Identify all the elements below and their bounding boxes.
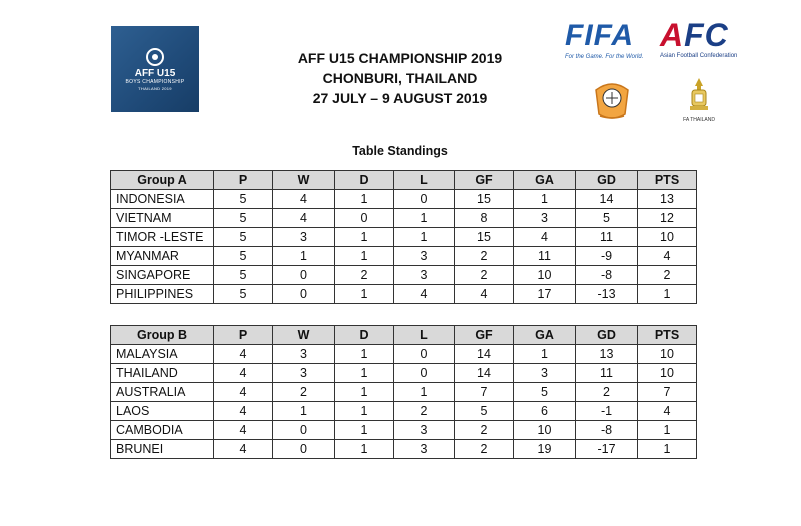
stat-cell: 1 — [273, 402, 335, 421]
column-header: D — [335, 326, 394, 345]
stat-cell: -9 — [576, 247, 638, 266]
stat-cell: 2 — [455, 440, 514, 459]
stat-cell: 0 — [335, 209, 394, 228]
stat-cell: 1 — [514, 345, 576, 364]
logo-line-2: BOYS CHAMPIONSHIP — [125, 79, 185, 85]
stat-cell: 3 — [514, 364, 576, 383]
stat-cell: 1 — [335, 421, 394, 440]
table-row — [111, 402, 697, 421]
stat-cell: 4 — [214, 383, 273, 402]
team-cell: MALAYSIA — [111, 345, 214, 364]
stat-cell: 1 — [394, 209, 455, 228]
stat-cell: 1 — [335, 247, 394, 266]
stat-cell: 3 — [273, 364, 335, 383]
team-cell: PHILIPPINES — [111, 285, 214, 304]
stat-cell: 4 — [514, 228, 576, 247]
group-b-table — [110, 325, 697, 459]
column-header: GD — [576, 326, 638, 345]
stat-cell: 10 — [638, 345, 697, 364]
stat-cell: 6 — [514, 402, 576, 421]
stat-cell: 0 — [394, 190, 455, 209]
stat-cell: 4 — [638, 402, 697, 421]
afc-tagline: Asian Football Confederation — [660, 53, 738, 59]
stat-cell: 7 — [455, 383, 514, 402]
column-header: P — [214, 326, 273, 345]
stat-cell: 11 — [514, 247, 576, 266]
column-header: PTS — [638, 326, 697, 345]
stat-cell: 10 — [514, 421, 576, 440]
table-row — [111, 440, 697, 459]
group-a-table — [110, 170, 697, 304]
stat-cell: 0 — [394, 345, 455, 364]
stat-cell: 1 — [638, 421, 697, 440]
stat-cell: 5 — [514, 383, 576, 402]
stat-cell: 12 — [638, 209, 697, 228]
stat-cell: 1 — [335, 364, 394, 383]
stat-cell: 1 — [335, 228, 394, 247]
championship-dates: 27 JULY – 9 AUGUST 2019 — [312, 90, 488, 106]
stat-cell: 5 — [576, 209, 638, 228]
table-row — [111, 209, 697, 228]
table-row — [111, 345, 697, 364]
group-name-header: Group B — [111, 326, 214, 345]
table-header-row — [111, 171, 697, 190]
column-header: L — [394, 326, 455, 345]
stat-cell: 14 — [455, 345, 514, 364]
stat-cell: 2 — [638, 266, 697, 285]
column-header: W — [273, 171, 335, 190]
stat-cell: 4 — [394, 285, 455, 304]
document-header — [260, 48, 540, 108]
stat-cell: 11 — [576, 228, 638, 247]
stat-cell: 10 — [638, 228, 697, 247]
column-header: GF — [455, 171, 514, 190]
column-header: GD — [576, 171, 638, 190]
team-cell: BRUNEI — [111, 440, 214, 459]
stat-cell: 5 — [214, 209, 273, 228]
stat-cell: 13 — [638, 190, 697, 209]
stat-cell: 2 — [455, 247, 514, 266]
fa-thailand-crest-icon — [684, 76, 714, 116]
stat-cell: 1 — [335, 345, 394, 364]
team-cell: VIETNAM — [111, 209, 214, 228]
table-row — [111, 285, 697, 304]
stat-cell: 1 — [394, 228, 455, 247]
stat-cell: 0 — [273, 266, 335, 285]
aff-u15-logo — [111, 26, 199, 112]
table-row — [111, 190, 697, 209]
stat-cell: -17 — [576, 440, 638, 459]
fifa-tagline: For the Game. For the World. — [565, 54, 644, 60]
stat-cell: 2 — [455, 266, 514, 285]
stat-cell: 1 — [514, 190, 576, 209]
stat-cell: -13 — [576, 285, 638, 304]
logo-line-1: AFF U15 — [134, 68, 176, 79]
column-header: GA — [514, 326, 576, 345]
group-name-header: Group A — [111, 171, 214, 190]
stat-cell: 14 — [455, 364, 514, 383]
team-cell: MYANMAR — [111, 247, 214, 266]
table-row — [111, 266, 697, 285]
stat-cell: 1 — [335, 190, 394, 209]
table-header-row — [111, 326, 697, 345]
stat-cell: 11 — [576, 364, 638, 383]
stat-cell: 7 — [638, 383, 697, 402]
table-row — [111, 228, 697, 247]
column-header: PTS — [638, 171, 697, 190]
stat-cell: 5 — [214, 228, 273, 247]
stat-cell: 2 — [394, 402, 455, 421]
stat-cell: 4 — [455, 285, 514, 304]
stat-cell: 4 — [214, 364, 273, 383]
stat-cell: 5 — [214, 247, 273, 266]
stat-cell: 15 — [455, 228, 514, 247]
stat-cell: 3 — [273, 345, 335, 364]
stat-cell: 1 — [273, 247, 335, 266]
fifa-logo — [565, 20, 643, 60]
association-emblem-icon — [592, 76, 632, 122]
stat-cell: 4 — [214, 402, 273, 421]
stat-cell: 4 — [638, 247, 697, 266]
table-row — [111, 247, 697, 266]
stat-cell: 4 — [214, 345, 273, 364]
column-header: D — [335, 171, 394, 190]
stat-cell: 15 — [455, 190, 514, 209]
stat-cell: 4 — [273, 190, 335, 209]
team-cell: THAILAND — [111, 364, 214, 383]
stat-cell: 10 — [514, 266, 576, 285]
stat-cell: 1 — [638, 440, 697, 459]
team-cell: INDONESIA — [111, 190, 214, 209]
stat-cell: 1 — [335, 285, 394, 304]
stat-cell: 5 — [214, 266, 273, 285]
stat-cell: 1 — [638, 285, 697, 304]
team-cell: SINGAPORE — [111, 266, 214, 285]
stat-cell: 0 — [394, 364, 455, 383]
column-header: GA — [514, 171, 576, 190]
team-cell: TIMOR -LESTE — [111, 228, 214, 247]
stat-cell: 1 — [335, 440, 394, 459]
football-icon — [146, 48, 164, 66]
stat-cell: 1 — [335, 402, 394, 421]
stat-cell: 3 — [273, 228, 335, 247]
stat-cell: 3 — [394, 421, 455, 440]
column-header: GF — [455, 326, 514, 345]
stat-cell: 4 — [214, 421, 273, 440]
fifa-wordmark: FIFA — [565, 19, 634, 52]
table-row — [111, 421, 697, 440]
stat-cell: 0 — [273, 421, 335, 440]
stat-cell: 0 — [273, 440, 335, 459]
column-header: P — [214, 171, 273, 190]
stat-cell: 2 — [335, 266, 394, 285]
table-row — [111, 383, 697, 402]
stat-cell: 2 — [455, 421, 514, 440]
stat-cell: -8 — [576, 266, 638, 285]
stat-cell: 3 — [514, 209, 576, 228]
stat-cell: 3 — [394, 440, 455, 459]
stat-cell: 4 — [214, 440, 273, 459]
stat-cell: 2 — [273, 383, 335, 402]
afc-logo — [660, 18, 737, 59]
stat-cell: 3 — [394, 266, 455, 285]
stat-cell: -1 — [576, 402, 638, 421]
stat-cell: 5 — [455, 402, 514, 421]
stat-cell: -8 — [576, 421, 638, 440]
team-cell: CAMBODIA — [111, 421, 214, 440]
stat-cell: 8 — [455, 209, 514, 228]
championship-title: AFF U15 CHAMPIONSHIP 2019 — [297, 50, 503, 66]
stat-cell: 5 — [214, 285, 273, 304]
stat-cell: 4 — [273, 209, 335, 228]
stat-cell: 2 — [576, 383, 638, 402]
logo-line-3: THAILAND 2019 — [138, 86, 172, 91]
column-header: L — [394, 171, 455, 190]
stat-cell: 1 — [335, 383, 394, 402]
table-row — [111, 364, 697, 383]
stat-cell: 13 — [576, 345, 638, 364]
stat-cell: 14 — [576, 190, 638, 209]
standings-title: Table Standings — [352, 144, 448, 158]
fa-thailand-label: FA THAILAND — [683, 117, 715, 123]
stat-cell: 10 — [638, 364, 697, 383]
stat-cell: 1 — [394, 383, 455, 402]
championship-location: CHONBURI, THAILAND — [322, 70, 478, 86]
afc-wordmark: AFC — [660, 17, 729, 53]
team-cell: AUSTRALIA — [111, 383, 214, 402]
stat-cell: 3 — [394, 247, 455, 266]
team-cell: LAOS — [111, 402, 214, 421]
stat-cell: 17 — [514, 285, 576, 304]
stat-cell: 0 — [273, 285, 335, 304]
stat-cell: 5 — [214, 190, 273, 209]
stat-cell: 19 — [514, 440, 576, 459]
column-header: W — [273, 326, 335, 345]
